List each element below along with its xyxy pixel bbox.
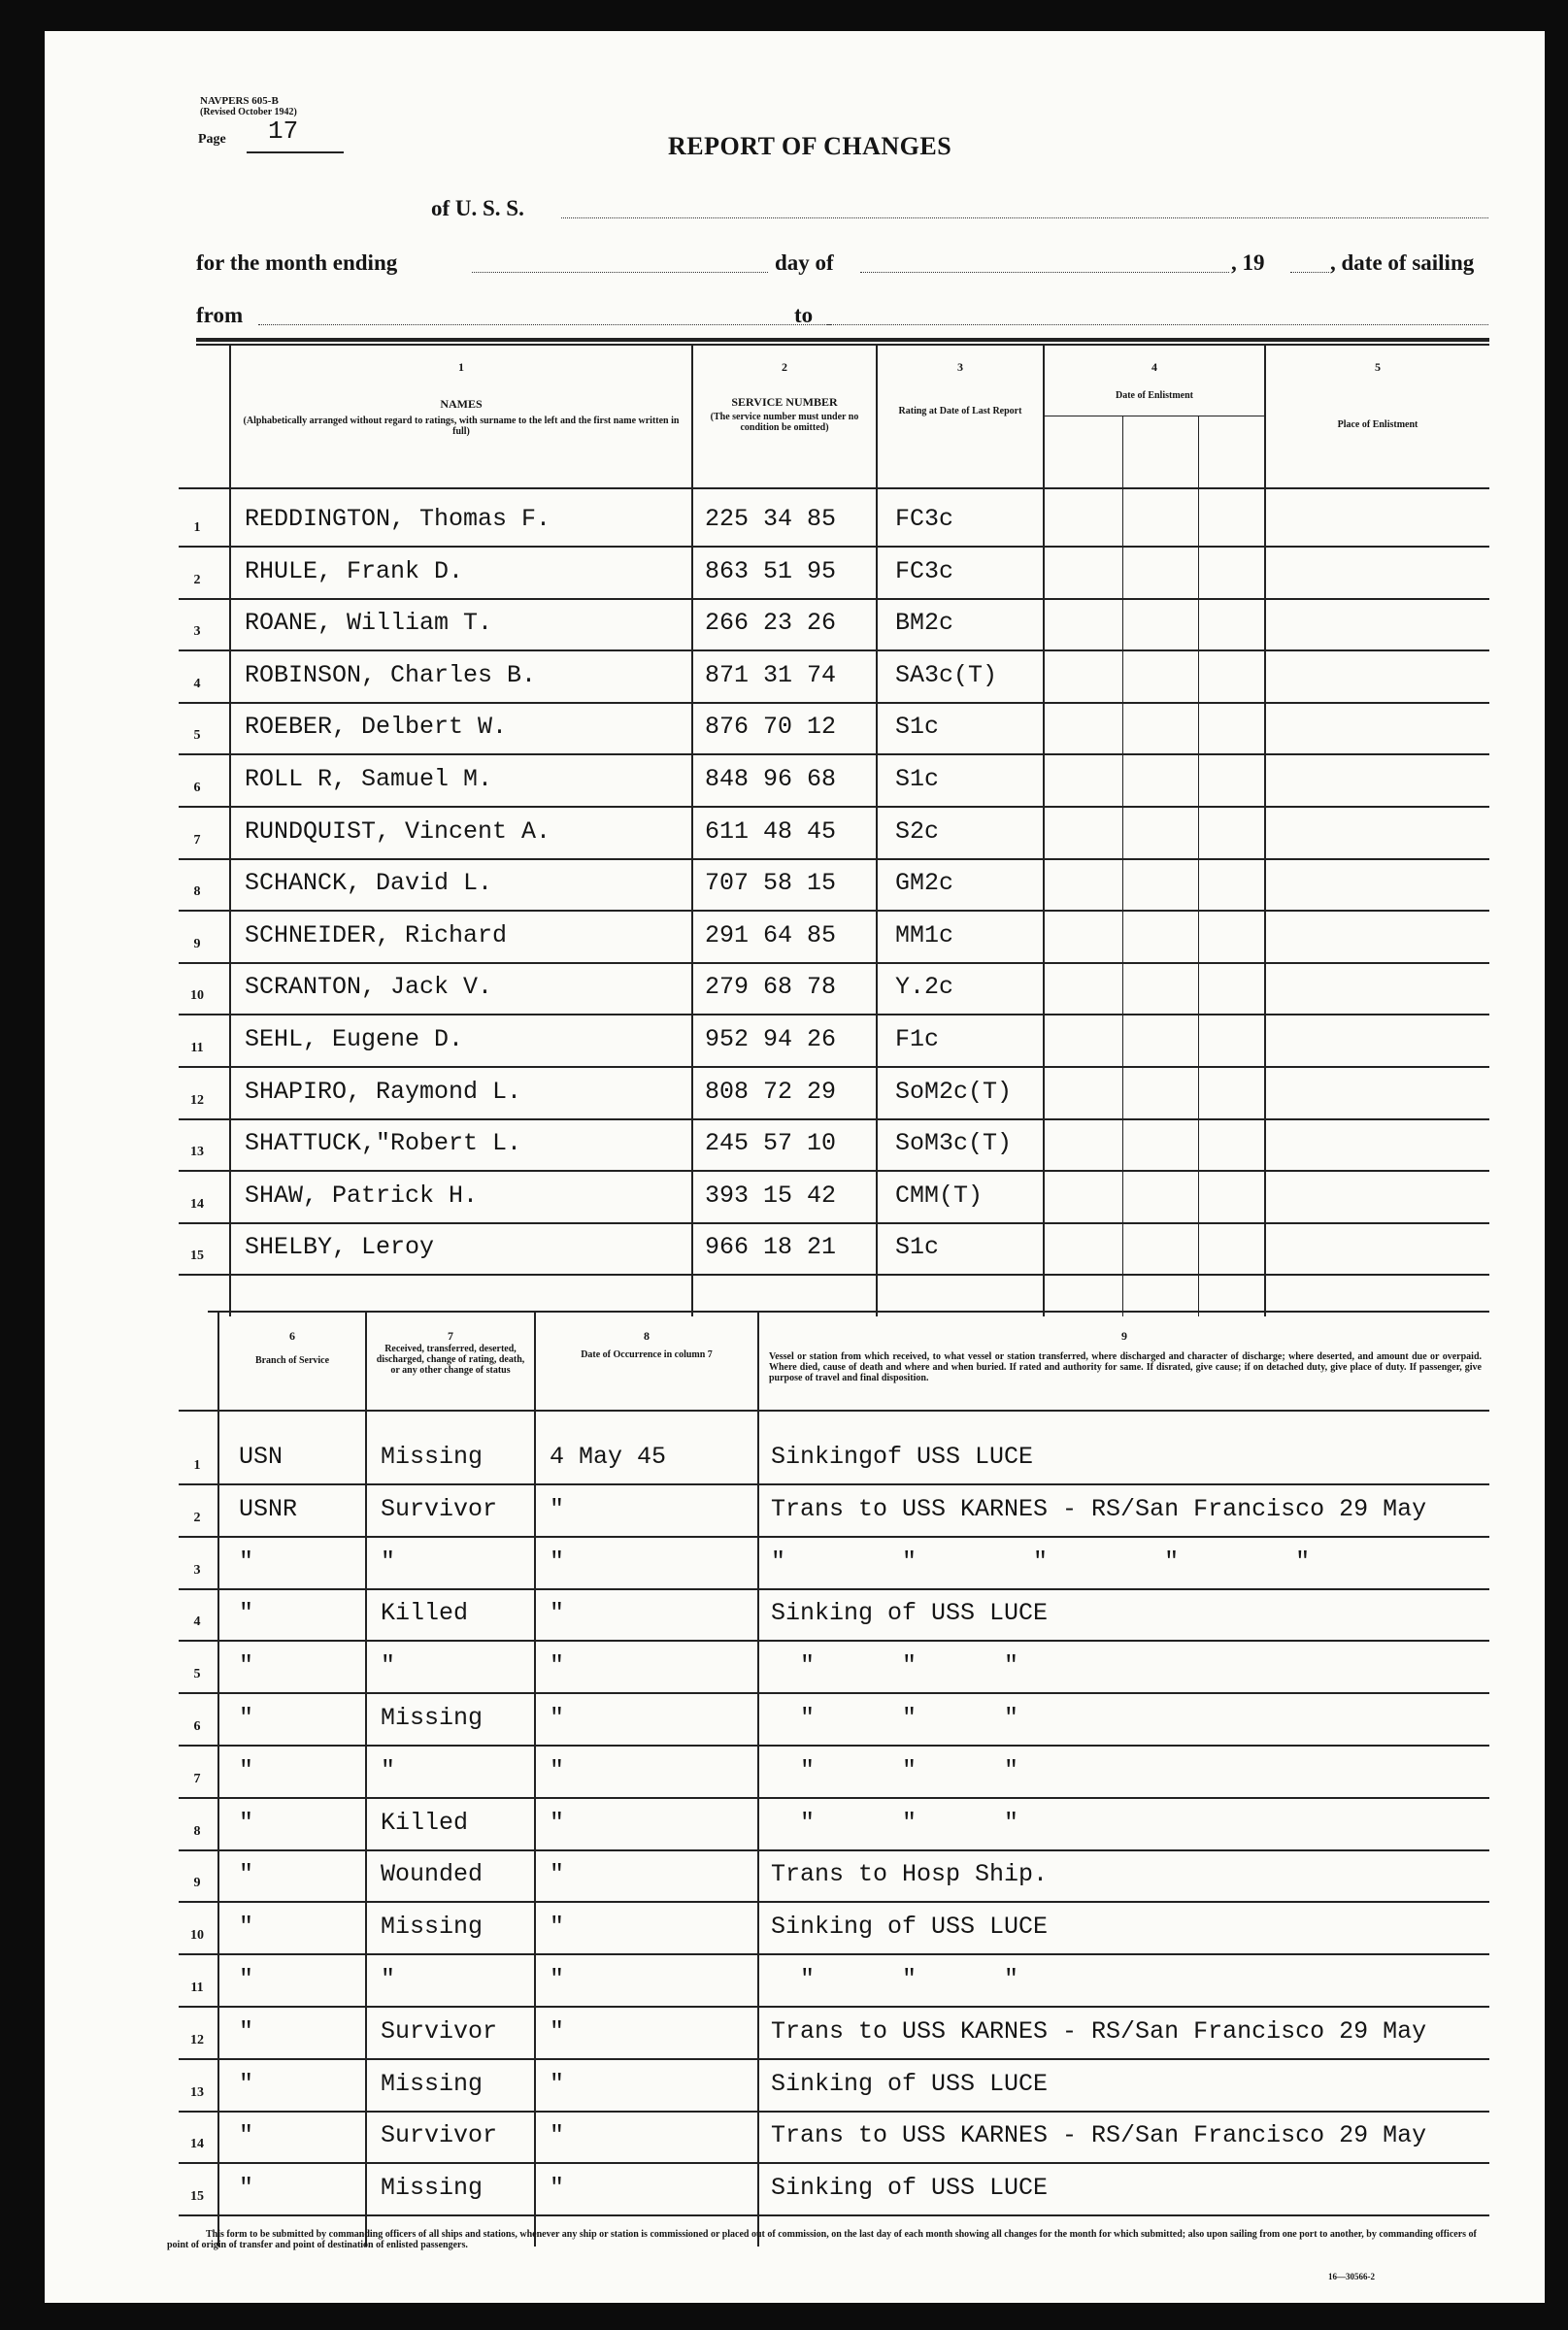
top-row-name: RHULE, Frank D. xyxy=(245,556,464,585)
bottom-row-number: 6 xyxy=(193,1719,201,1734)
top-row-rule xyxy=(179,546,1489,548)
bottom-row-status: Missing xyxy=(381,1913,484,1942)
bottom-row-rule xyxy=(179,1692,1489,1694)
col6-num: 6 xyxy=(289,1329,295,1343)
bottom-row-rule xyxy=(179,1953,1489,1955)
bottom-row-date: 4 May 45 xyxy=(550,1443,667,1471)
top-row-service-number: 808 72 29 xyxy=(705,1077,837,1106)
top-table-col-4b xyxy=(1198,416,1199,1316)
bottom-table-col-7 xyxy=(365,1313,367,2247)
bottom-row-rule xyxy=(179,1797,1489,1799)
col3-title: Rating at Date of Last Report xyxy=(898,406,1022,416)
bottom-row-number: 15 xyxy=(190,2189,204,2205)
bottom-row-date: " xyxy=(550,2016,565,2046)
top-row-service-number: 848 96 68 xyxy=(705,765,837,793)
bottom-row-branch: USN xyxy=(239,1443,284,1471)
top-row-rule xyxy=(179,1274,1489,1276)
bottom-row-remarks: " " " xyxy=(771,1755,1019,1784)
top-row-rating: SoM2c(T) xyxy=(895,1077,1013,1106)
day-of-blank xyxy=(860,272,1229,273)
top-row-rating: BM2c xyxy=(895,609,954,638)
bottom-row-number: 4 xyxy=(193,1614,201,1630)
top-row-number: 10 xyxy=(190,988,204,1004)
top-row-rule xyxy=(179,910,1489,912)
col8-num: 8 xyxy=(644,1329,650,1343)
bottom-row-number: 12 xyxy=(190,2032,204,2047)
top-row-rating: F1c xyxy=(895,1025,940,1053)
top-row-rating: S1c xyxy=(895,713,940,742)
from-label: from xyxy=(196,303,244,327)
col1-num: 1 xyxy=(458,360,464,374)
uss-blank xyxy=(561,217,1488,218)
top-row-name: ROEBER, Delbert W. xyxy=(245,713,508,742)
top-row-number: 13 xyxy=(190,1145,204,1160)
from-blank xyxy=(258,324,831,325)
bottom-row-remarks: Trans to USS KARNES - RS/San Francisco 29 May xyxy=(771,1494,1427,1523)
date-sailing-label: , date of sailing xyxy=(1330,250,1475,275)
bottom-row-rule xyxy=(179,2162,1489,2164)
top-row-rating: CMM(T) xyxy=(895,1181,984,1210)
to-blank xyxy=(826,324,1488,325)
bottom-row-remarks: Sinking of USS LUCE xyxy=(771,1913,1049,1942)
to-label: to xyxy=(794,303,814,327)
col7-num: 7 xyxy=(448,1329,453,1343)
top-row-name: SEHL, Eugene D. xyxy=(245,1025,464,1053)
col7-title: Received, transferred, deserted, discharged, change of rating, death, or any other change of status xyxy=(376,1344,525,1376)
bottom-row-date: " xyxy=(550,1547,565,1576)
bottom-row-branch: " xyxy=(239,1704,254,1732)
bottom-row-date: " xyxy=(550,2174,565,2203)
form-revised: (Revised October 1942) xyxy=(200,107,297,117)
bottom-row-status: Missing xyxy=(381,1443,484,1471)
bottom-row-rule xyxy=(179,2111,1489,2113)
bottom-row-number: 3 xyxy=(193,1562,201,1578)
top-row-rating: SA3c(T) xyxy=(895,660,998,689)
top-row-rule xyxy=(179,1170,1489,1172)
bottom-row-rule xyxy=(179,1483,1489,1485)
bottom-row-date: " xyxy=(550,1704,565,1732)
form-id: NAVPERS 605-B xyxy=(200,95,279,107)
col9-num: 9 xyxy=(1121,1329,1127,1343)
bottom-row-status: " xyxy=(381,1965,396,1993)
bottom-row-number: 14 xyxy=(190,2137,204,2152)
top-row-rule xyxy=(179,962,1489,964)
bottom-row-remarks: " " " xyxy=(771,1651,1019,1681)
bottom-row-status: Survivor xyxy=(381,1494,498,1523)
top-row-service-number: 611 48 45 xyxy=(705,816,837,846)
bottom-row-rule xyxy=(179,1536,1489,1538)
top-row-number: 1 xyxy=(193,520,201,535)
col8-title: Date of Occurrence in column 7 xyxy=(581,1349,713,1360)
bottom-row-branch: " xyxy=(239,1913,254,1942)
bottom-row-remarks: Sinking of USS LUCE xyxy=(771,2069,1049,2098)
col5-title: Place of Enlistment xyxy=(1337,419,1418,430)
year-blank xyxy=(1290,272,1329,273)
top-row-service-number: 871 31 74 xyxy=(705,660,837,689)
top-row-rating: Y.2c xyxy=(895,973,954,1002)
top-row-number: 14 xyxy=(190,1196,204,1212)
bottom-row-number: 8 xyxy=(193,1823,201,1839)
bottom-row-remarks: Sinking of USS LUCE xyxy=(771,2174,1049,2203)
page-label: Page xyxy=(198,132,226,147)
top-row-number: 9 xyxy=(193,936,201,951)
col9-title: Vessel or station from which received, to what vessel or station transferred, where discharged and character of discharge; where deserted, and amount due or overpaid. Where died, cause of death and where and when buried. If rated and authority for same. If disrated, give cause; if on detached duty, give place of duty. If passenger, give purpose of travel and final disposition. xyxy=(769,1351,1482,1383)
col2-num: 2 xyxy=(782,360,787,374)
bottom-row-date: " xyxy=(550,1494,565,1523)
bottom-row-status: " xyxy=(381,1547,396,1576)
top-row-name: ROANE, William T. xyxy=(245,609,493,638)
top-row-name: RUNDQUIST, Vincent A. xyxy=(245,816,551,846)
top-row-rule xyxy=(179,1014,1489,1015)
col4-title: Date of Enlistment xyxy=(1116,390,1193,401)
bottom-row-rule xyxy=(179,2214,1489,2216)
bottom-row-remarks: " " " xyxy=(771,1704,1019,1732)
bottom-row-remarks: " " " xyxy=(771,1965,1019,1993)
top-row-name: ROLL R, Samuel M. xyxy=(245,765,493,793)
bottom-row-remarks: Trans to USS KARNES - RS/San Francisco 29 May xyxy=(771,2016,1427,2046)
bottom-row-number: 5 xyxy=(193,1667,201,1682)
top-table-col-4a xyxy=(1122,416,1123,1316)
bottom-row-rule xyxy=(179,1588,1489,1590)
top-row-name: SHAPIRO, Raymond L. xyxy=(245,1077,522,1106)
month-ending-label: for the month ending xyxy=(196,250,398,275)
top-row-number: 12 xyxy=(190,1092,204,1108)
top-row-service-number: 266 23 26 xyxy=(705,609,837,638)
top-row-rating: S1c xyxy=(895,1233,940,1262)
bottom-row-status: Missing xyxy=(381,2174,484,2203)
top-row-rating: GM2c xyxy=(895,869,954,898)
bottom-row-status: Killed xyxy=(381,1808,469,1837)
top-row-service-number: 245 57 10 xyxy=(705,1129,837,1158)
bottom-row-branch: " xyxy=(239,1860,254,1889)
top-row-name: SHAW, Patrick H. xyxy=(245,1181,479,1210)
page-number: 17 xyxy=(268,116,299,146)
bottom-row-date: " xyxy=(550,1965,565,1993)
top-row-rule xyxy=(179,1118,1489,1120)
top-row-service-number: 291 64 85 xyxy=(705,920,837,949)
bottom-row-date: " xyxy=(550,1860,565,1889)
bottom-row-branch: " xyxy=(239,2174,254,2203)
bottom-row-rule xyxy=(179,1849,1489,1851)
top-row-rule xyxy=(179,649,1489,651)
year-label: , 19 xyxy=(1231,250,1265,275)
bottom-row-branch: " xyxy=(239,1599,254,1628)
top-row-number: 5 xyxy=(193,728,201,744)
top-row-rule xyxy=(179,1222,1489,1224)
bottom-row-branch: " xyxy=(239,1547,254,1576)
top-row-number: 8 xyxy=(193,884,201,900)
top-row-name: SCRANTON, Jack V. xyxy=(245,973,493,1002)
top-row-name: SCHANCK, David L. xyxy=(245,869,493,898)
bottom-row-branch: USNR xyxy=(239,1494,298,1523)
top-row-service-number: 966 18 21 xyxy=(705,1233,837,1262)
col3-num: 3 xyxy=(957,360,963,374)
print-code: 16—30566-2 xyxy=(1328,2272,1375,2281)
bottom-row-status: Missing xyxy=(381,1704,484,1732)
top-row-rating: S1c xyxy=(895,765,940,793)
bottom-row-number: 7 xyxy=(193,1771,201,1786)
bottom-row-branch: " xyxy=(239,2016,254,2046)
top-row-number: 7 xyxy=(193,832,201,848)
bottom-row-branch: " xyxy=(239,2069,254,2098)
bottom-row-rule xyxy=(179,1640,1489,1642)
bottom-row-remarks: Sinking of USS LUCE xyxy=(771,1599,1049,1628)
bottom-row-number: 1 xyxy=(193,1458,201,1473)
top-row-name: REDDINGTON, Thomas F. xyxy=(245,505,551,533)
col6-title: Branch of Service xyxy=(254,1355,330,1366)
bottom-row-number: 9 xyxy=(193,1876,201,1891)
top-row-number: 4 xyxy=(193,676,201,691)
bottom-row-date: " xyxy=(550,1651,565,1681)
top-row-number: 2 xyxy=(193,572,201,587)
bottom-row-number: 10 xyxy=(190,1928,204,1944)
top-row-rule xyxy=(179,702,1489,704)
bottom-row-date: " xyxy=(550,2069,565,2098)
top-row-service-number: 707 58 15 xyxy=(705,869,837,898)
top-row-rating: SoM3c(T) xyxy=(895,1129,1013,1158)
top-table-rule-2 xyxy=(196,344,1489,346)
bottom-row-branch: " xyxy=(239,1651,254,1681)
bottom-row-status: Survivor xyxy=(381,2121,498,2150)
top-row-rule xyxy=(179,598,1489,600)
bottom-row-number: 13 xyxy=(190,2084,204,2100)
col4-num: 4 xyxy=(1151,360,1157,374)
bottom-row-status: " xyxy=(381,1755,396,1784)
bottom-row-remarks: " " " xyxy=(771,1808,1019,1837)
top-row-service-number: 876 70 12 xyxy=(705,713,837,742)
top-row-number: 6 xyxy=(193,781,201,795)
bottom-row-status: Survivor xyxy=(381,2016,498,2046)
month-ending-blank xyxy=(472,272,768,273)
bottom-table-col-9 xyxy=(757,1313,759,2247)
top-row-name: ROBINSON, Charles B. xyxy=(245,660,537,689)
document-page xyxy=(45,31,1545,2303)
bottom-row-remarks: Sinkingof USS LUCE xyxy=(771,1443,1034,1471)
top-row-rating: FC3c xyxy=(895,556,954,585)
col1-title: NAMES xyxy=(440,397,483,411)
bottom-row-date: " xyxy=(550,1808,565,1837)
bottom-row-status: Killed xyxy=(381,1599,469,1628)
col2-title: SERVICE NUMBER xyxy=(731,395,838,409)
top-row-rating: MM1c xyxy=(895,920,954,949)
page-number-line xyxy=(247,151,344,153)
bottom-table-col-left xyxy=(217,1313,219,2247)
bottom-row-branch: " xyxy=(239,1808,254,1837)
col5-num: 5 xyxy=(1375,360,1381,374)
uss-label: of U. S. S. xyxy=(431,196,524,220)
top-row-rating: FC3c xyxy=(895,505,954,533)
bottom-row-date: " xyxy=(550,1755,565,1784)
bottom-row-date: " xyxy=(550,2121,565,2150)
bottom-row-branch: " xyxy=(239,2121,254,2150)
bottom-row-status: " xyxy=(381,1651,396,1681)
top-row-rule xyxy=(179,806,1489,808)
bottom-row-status: Missing xyxy=(381,2069,484,2098)
top-row-name: SHELBY, Leroy xyxy=(245,1233,435,1262)
bottom-row-rule xyxy=(179,2006,1489,2008)
top-row-rule xyxy=(179,1066,1489,1068)
col2-note: (The service number must under no condition be omitted) xyxy=(710,412,859,433)
bottom-table-top-rule xyxy=(208,1311,1489,1313)
top-table-rule xyxy=(196,338,1489,342)
top-row-service-number: 225 34 85 xyxy=(705,505,837,533)
top-row-number: 15 xyxy=(190,1248,204,1264)
bottom-row-rule xyxy=(179,1901,1489,1903)
bottom-row-status: Wounded xyxy=(381,1860,484,1889)
top-row-service-number: 952 94 26 xyxy=(705,1025,837,1053)
bottom-row-rule xyxy=(179,1745,1489,1747)
bottom-header-rule xyxy=(179,1410,1489,1412)
bottom-row-rule xyxy=(179,2058,1489,2060)
bottom-row-remarks: Trans to Hosp Ship. xyxy=(771,1860,1049,1889)
bottom-row-date: " xyxy=(550,1599,565,1628)
footer-note: This form to be submitted by commanding officers of all ships and stations, whenever any ship or station is commissioned or placed out of commission, on the last day of each month showing all changes for the month for which submitted; also upon sailing from one port to another, by commanding officers of point of origin of transfer and point of destination of enlisted passengers. xyxy=(167,2229,1477,2250)
bottom-row-number: 11 xyxy=(190,1980,204,1995)
col1-note: (Alphabetically arranged without regard to ratings, with surname to the left and the first name written in full) xyxy=(243,416,680,437)
bottom-row-branch: " xyxy=(239,1965,254,1993)
bottom-row-branch: " xyxy=(239,1755,254,1784)
top-row-number: 11 xyxy=(190,1041,204,1055)
bottom-table-col-8 xyxy=(534,1313,536,2247)
top-row-name: SHATTUCK,"Robert L. xyxy=(245,1129,522,1158)
top-header-rule xyxy=(179,487,1489,489)
top-row-number: 3 xyxy=(193,624,201,640)
bottom-row-number: 2 xyxy=(193,1510,201,1525)
top-row-rule xyxy=(179,753,1489,755)
page-title: REPORT OF CHANGES xyxy=(668,132,952,160)
bottom-row-remarks: " " " " " xyxy=(771,1547,1311,1576)
day-of-label: day of xyxy=(775,250,834,275)
top-row-name: SCHNEIDER, Richard xyxy=(245,920,508,949)
top-row-rule xyxy=(179,858,1489,860)
top-row-service-number: 393 15 42 xyxy=(705,1181,837,1210)
top-row-service-number: 279 68 78 xyxy=(705,973,837,1002)
top-row-service-number: 863 51 95 xyxy=(705,556,837,585)
bottom-row-remarks: Trans to USS KARNES - RS/San Francisco 29 May xyxy=(771,2121,1427,2150)
top-row-rating: S2c xyxy=(895,816,940,846)
bottom-row-date: " xyxy=(550,1913,565,1942)
